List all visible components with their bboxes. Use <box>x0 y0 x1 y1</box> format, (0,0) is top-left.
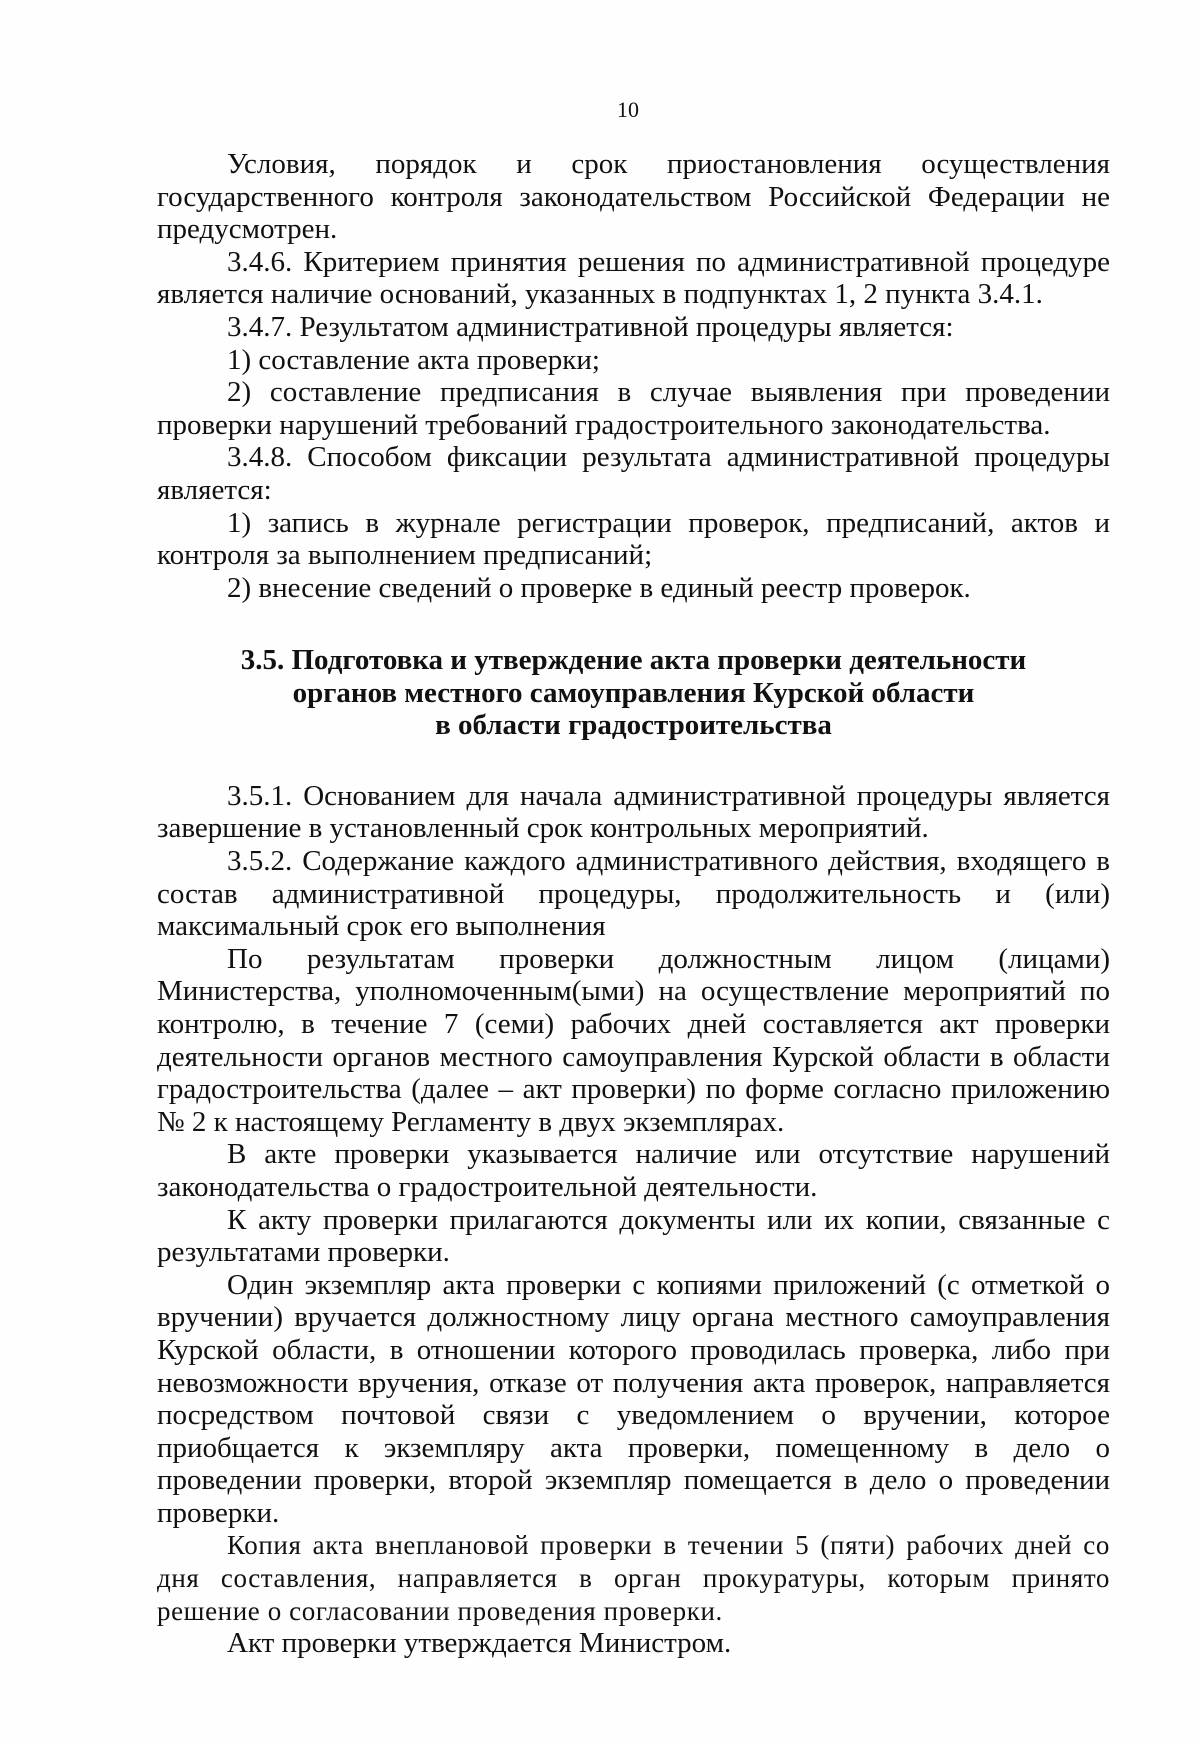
paragraph-act-approval: Акт проверки утверждается Министром. <box>227 1627 732 1660</box>
list-item-prescription-drafting: 2) составление предписания в случае выявления при проведении проверки нарушений требований градостроительного законодательства. <box>157 376 1110 441</box>
paragraph-suspension-conditions: Условия, порядок и срок приостановления осуществления государственного контроля законодательством Российской Федерации не предусмотрен. <box>157 148 1110 246</box>
page-number: 10 <box>617 97 639 122</box>
paragraph-3-4-6: 3.4.6. Критерием принятия решения по административной процедуре является наличие оснований, указанных в подпунктах 1, 2 пункта 3.4.1. <box>157 245 1110 311</box>
paragraph-3-4-8: 3.4.8. Способом фиксации результата административной процедуры является: <box>157 441 1110 506</box>
section-heading-line: в области градостроительства <box>435 709 832 742</box>
section-heading-3-5 <box>157 644 1110 742</box>
list-item-journal-entry: 1) запись в журнале регистрации проверок, предписаний, актов и контроля за выполнением предписаний; <box>157 506 1110 572</box>
paragraph-3-5-2: 3.5.2. Содержание каждого административного действия, входящего в состав административной процедуры, продолжительность и (или) максимальный срок его выполнения <box>157 845 1110 943</box>
paragraph-3-4-7: 3.4.7. Результатом административной процедуры является: <box>227 310 954 343</box>
document-body <box>157 148 1110 1660</box>
section-heading-line: 3.5. Подготовка и утверждение акта проверки деятельности <box>240 644 1027 677</box>
paragraph-act-delivery: Один экземпляр акта проверки с копиями приложений (с отметкой о вручении) вручается должностному лицу органа местного самоуправления Курской области, в отношении которого проводилась проверка, либо при невозможности вручения, отказе от получения акта проверок, направляется посредством почтовой связи с уведомлением о вручении, которое приобщается к экземпляру акта проверки, помещенному в дело о проведении проверки, второй экземпляр помещается в дело о проведении проверки. <box>157 1268 1110 1529</box>
paragraph-act-preparation: По результатам проверки должностным лицом (лицами) Министерства, уполномоченным(ыми) на осуществление мероприятий по контролю, в течение 7 (семи) рабочих дней составляется акт проверки деятельности органов местного самоуправления Курской области в области градостроительства (далее – акт проверки) по форме согласно приложению № 2 к настоящему Регламенту в двух экземплярах. <box>157 942 1110 1138</box>
section-heading-line: органов местного самоуправления Курской области <box>292 676 975 709</box>
list-item-act-drafting: 1) составление акта проверки; <box>227 343 600 376</box>
list-item-registry-entry: 2) внесение сведений о проверке в единый реестр проверок. <box>227 571 971 604</box>
paragraph-act-attachments: К акту проверки прилагаются документы или их копии, связанные с результатами проверки. <box>157 1203 1110 1269</box>
paragraph-3-5-1: 3.5.1. Основанием для начала административной процедуры является завершение в установленный срок контрольных мероприятий. <box>157 779 1110 845</box>
paragraph-prosecutor-copy: Копия акта внеплановой проверки в течении 5 (пяти) рабочих дней со дня составления, направляется в орган прокуратуры, которым принято решение о согласовании проведения проверки. <box>157 1530 1110 1626</box>
paragraph-act-content: В акте проверки указывается наличие или отсутствие нарушений законодательства о градостроительной деятельности. <box>157 1138 1110 1203</box>
